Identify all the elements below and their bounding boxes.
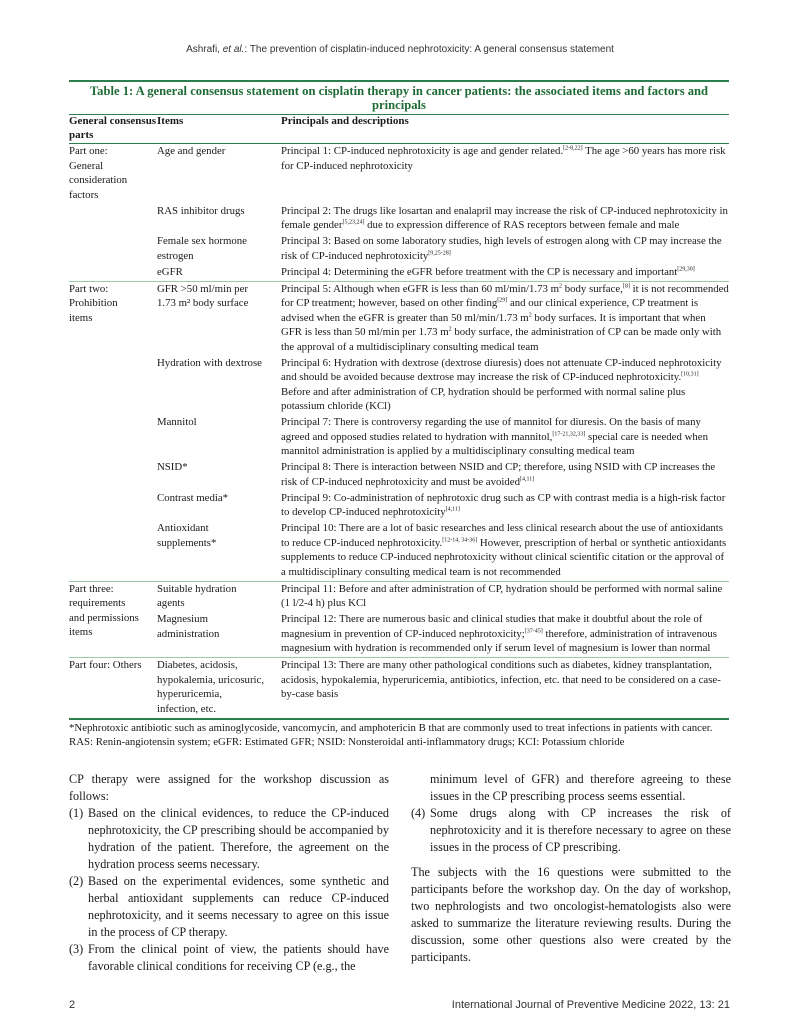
table-row: [69, 415, 729, 460]
description-text: Principal 5: Although when eGFR is less than 60 ml/min/1.73 m: [281, 282, 560, 295]
principal-description-cell: [281, 356, 729, 416]
item-cell: Suitable hydration agents: [157, 581, 281, 612]
description-text: However, prescription of herbal or synthetic antioxidants supplements to reduce CP-induced nephrotoxicity without clinical scientific citation or the approval of a multidisciplinary consulting medical team is not recommended: [281, 536, 727, 578]
consensus-part-cell: [69, 356, 157, 416]
table-row: [69, 491, 729, 522]
item-cell: Age and gender: [157, 145, 226, 157]
point-number: (4): [411, 806, 426, 820]
citation-superscript: [37-45]: [524, 627, 543, 634]
table-footnote: *Nephrotoxic antibiotic such as aminoglycoside, vancomycin, and amphotericin B that are commonly used to treat infections in patients with cancer. RAS: Renin-angiotensin system; eGFR: Estimated GFR; NSID: Nonsteroidal anti-inflammatory drugs; KCI: Potassium chloride: [69, 721, 713, 748]
table-row: [69, 658, 729, 718]
item-cell: Hydration with dextrose: [157, 356, 262, 369]
citation-superscript: [2-8,22]: [563, 145, 583, 152]
consensus-part-cell: Part two: Prohibition items: [69, 281, 157, 356]
body-column-right: [411, 771, 731, 966]
citation-superscript: [29,30]: [677, 265, 695, 272]
description-text: Principal 10: There are a lot of basic researches and less clinical research about the use of antioxidants to reduce CP-induced nephrotoxicity.: [281, 522, 724, 549]
description-text: Principal 3: Based on some laboratory studies, high levels of estrogen along with CP may increase the risk of CP-induced nephrotoxicity: [281, 235, 722, 262]
table-row: [69, 460, 729, 491]
citation-superscript: [4,11]: [520, 475, 535, 482]
header-parts: General consensus parts: [69, 115, 157, 141]
table-row: [69, 204, 729, 235]
point-text: Based on the experimental evidences, some synthetic and herbal antioxidant supplements can reduce CP-induced nephrotoxicity, and it seems necessary to agree on this issue in the process of CP therapy.: [88, 874, 389, 939]
table-row: [69, 281, 729, 356]
citation-superscript: [17-21,32,33]: [552, 430, 586, 437]
description-text: The age >60 years has more risk for CP-induced nephrotoxicity: [281, 145, 726, 172]
principal-description-cell: [281, 460, 729, 491]
item-cell: Mannitol: [157, 416, 197, 428]
consensus-part-cell: [69, 265, 157, 282]
citation-superscript: [12-14, 34-36]: [442, 536, 478, 543]
workshop-paragraph: The subjects with the 16 questions were submitted to the participants before the workshop day. On the day of workshop, two nephrologists and two oncologist-hematologists also were asked to summarize the literature reviewing results. During the discussion, some other questions also were created by the participants.: [411, 865, 731, 964]
description-text: Principal 1: CP-induced nephrotoxicity is age and gender related.: [281, 145, 564, 157]
citation-superscript: [8]: [622, 282, 630, 289]
citation-superscript: [4,11]: [445, 506, 460, 513]
consensus-part-cell: [69, 460, 157, 491]
discussion-point: [411, 805, 731, 856]
consensus-part-cell: Part one: General consideration factors: [69, 145, 128, 201]
consensus-part-cell: Part four: Others: [69, 658, 157, 718]
principal-description-cell: [281, 204, 729, 235]
item-cell: GFR >50 ml/min per 1.73 m² body surface: [157, 281, 281, 356]
table-row: [69, 356, 729, 416]
header-principals: Principals and descriptions: [281, 115, 409, 127]
principal-description-cell: [281, 415, 729, 460]
citation-superscript: 2: [448, 326, 452, 333]
description-text: it is not recommended for CP treatment; however, based on other finding: [281, 282, 729, 309]
running-head-etal: et al.: [222, 44, 245, 55]
citation-superscript: [9,25-28]: [428, 249, 451, 256]
principal-description-cell: [281, 281, 729, 356]
table-row: [69, 581, 729, 612]
principal-description-cell: [281, 658, 729, 718]
running-head: [0, 44, 800, 55]
discussion-point: [69, 873, 389, 941]
item-cell: Antioxidant supplements*: [157, 522, 217, 549]
citation-superscript: [10,31]: [681, 371, 699, 378]
item-cell: Diabetes, acidosis, hypokalemia, uricosuric, hyperuricemia, infection, etc.: [157, 658, 281, 718]
description-text: Principal 11: Before and after administration of CP, hydration should be performed with normal saline (1 l/2-4 h) plus KCl: [281, 582, 723, 609]
table-header-row: [69, 115, 729, 144]
table-row: [69, 234, 729, 265]
consensus-part-cell: [69, 491, 157, 522]
citation-superscript: 2: [528, 311, 532, 318]
table-row: [69, 144, 729, 204]
description-text: Principal 9: Co-administration of nephrotoxic drug such as CP with contrast media is a high-risk factor to develop CP-induced nephrotoxicity: [281, 491, 726, 518]
item-cell: Contrast media*: [157, 491, 229, 504]
principal-description-cell: [281, 612, 729, 658]
table-row: [69, 612, 729, 658]
point-text: Based on the clinical evidences, to reduce the CP-induced nephrotoxicity, the CP prescribing should be accompanied by hydration of the patient. Therefore, the agreement on the hydration process seems necessary.: [88, 806, 389, 871]
principal-description-cell: [281, 581, 729, 612]
description-text: body surfaces. It is important that when GFR is less than 50 ml/min per 1.73 m: [281, 311, 706, 338]
running-head-title: : The prevention of cisplatin-induced nephrotoxicity: A general consensus statement: [244, 44, 614, 55]
body-column-left: [69, 771, 389, 975]
description-text: due to expression difference of RAS receptors between female and male: [364, 219, 680, 231]
discussion-point: [69, 941, 389, 975]
principal-description-cell: [281, 265, 729, 282]
description-text: and our clinical experience, CP treatment is advised when the eGFR is greater than 50 ml/min/1.73 m: [281, 297, 699, 324]
point-text: Some drugs along with CP increases the risk of nephrotoxicity and it is therefore necessary to agree on these issues in the process of CP prescribing.: [430, 806, 731, 854]
table-caption: Table 1: A general consensus statement on cisplatin therapy in cancer patients: the associated items and factors and principals: [89, 84, 709, 112]
table-row: [69, 521, 729, 581]
consensus-part-cell: [69, 234, 157, 265]
description-text: special care is needed when mannitol administration is applied by a multidisciplinary consulting medical team: [281, 430, 708, 457]
consensus-part-cell: [69, 204, 157, 235]
page-number: 2: [69, 999, 76, 1011]
consensus-table-block: [69, 80, 729, 750]
description-text: Principal 13: There are many other pathological conditions such as diabetes, kidney transplantation, acidosis, hypokalemia, hyperuricemia, antibiotics, infection, etc. that need to be considered on a case-by-case basis: [281, 659, 721, 700]
principal-description-cell: [281, 521, 729, 581]
description-text: body surface,: [562, 282, 623, 295]
intro-paragraph: CP therapy were assigned for the workshop discussion as follows:: [69, 772, 389, 803]
citation-superscript: [29]: [497, 297, 508, 304]
consensus-part-cell: Part three: requirements and permissions items: [69, 581, 157, 658]
point-text: From the clinical point of view, the patients should have favorable clinical conditions for receiving CP (e.g., the: [88, 942, 389, 973]
principal-description-cell: [281, 234, 729, 265]
consensus-part-cell: [69, 521, 157, 581]
item-cell: eGFR: [157, 265, 183, 278]
description-text: therefore, administration of intravenous magnesium with hydration is recommended only if serum level of magnesium is lower than normal: [281, 627, 717, 654]
citation-superscript: [5,23,24]: [342, 219, 365, 226]
principal-description-cell: [281, 144, 729, 204]
discussion-points-list-cont: [411, 805, 731, 856]
description-text: body surface, the administration of CP can be made only with the approval of a multidisciplinary consulting medical team: [281, 326, 722, 353]
discussion-point: [69, 805, 389, 873]
citation-superscript: 2: [559, 282, 563, 289]
description-text: Principal 7: There is controversy regarding the use of mannitol for diuresis. On the basis of many agreed and opposed studies related to hydration with mannitol,: [281, 416, 701, 443]
running-head-authors: Ashrafi,: [186, 44, 223, 55]
description-text: Principal 2: The drugs like losartan and enalapril may increase the risk of CP-induced nephrotoxicity in female gender: [281, 204, 728, 231]
description-text: Principal 4: Determining the eGFR before treatment with the CP is necessary and important: [281, 265, 678, 278]
item-cell: Female sex hormone estrogen: [157, 235, 247, 262]
item-cell: Magnesium administration: [157, 613, 220, 640]
table-body: [69, 144, 729, 718]
point-3-continuation: minimum level of GFR) and therefore agreeing to these issues in the CP prescribing process seems essential.: [430, 772, 731, 803]
point-number: (2): [69, 874, 84, 888]
table-row: [69, 265, 729, 282]
header-items: Items: [157, 115, 184, 127]
item-cell: NSID*: [157, 461, 188, 473]
discussion-points-list: [69, 805, 389, 975]
description-text: Principal 12: There are numerous basic and clinical studies that make it doubtful about the role of magnesium in prevention of CP-induced nephrotoxicity;: [281, 613, 703, 640]
point-number: (3): [69, 942, 84, 956]
description-text: Principal 8: There is interaction between NSID and CP; therefore, using NSID with CP increases the risk of CP-induced nephrotoxicity and must be avoided: [281, 461, 716, 488]
journal-citation: International Journal of Preventive Medicine 2022, 13: 21: [451, 999, 730, 1011]
consensus-table: [69, 115, 729, 718]
consensus-part-cell: [69, 415, 157, 460]
principal-description-cell: [281, 491, 729, 522]
point-number: (1): [69, 806, 84, 820]
description-text: Before and after administration of CP, hydration should be performed with normal saline plus potassium chloride (KCl): [281, 385, 686, 412]
item-cell: RAS inhibitor drugs: [157, 204, 245, 217]
description-text: Principal 6: Hydration with dextrose (dextrose diuresis) does not attenuate CP-induced nephrotoxicity and should be avoided because dextrose may increase the risk of CP-induced nephrotoxicity.: [281, 356, 722, 383]
